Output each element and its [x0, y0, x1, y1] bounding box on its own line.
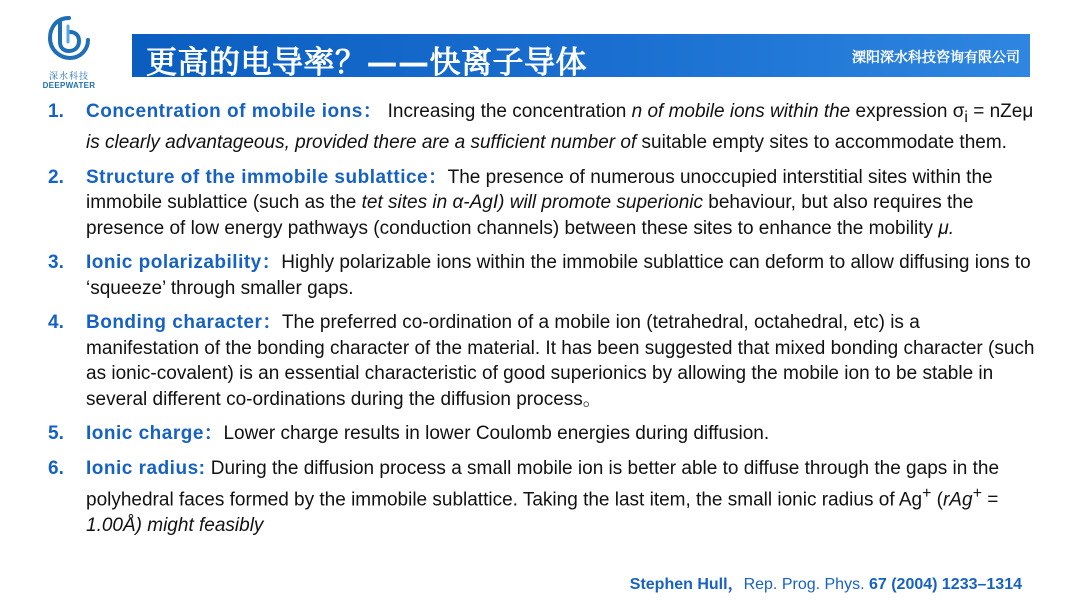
company-logo: [38, 14, 108, 94]
slide-title: 更高的电导率？——快离子导体: [146, 45, 587, 81]
superscript: +: [972, 485, 982, 503]
item-text: expression σ: [850, 101, 965, 122]
citation-reference: 67 (2004) 1233–1314: [868, 576, 1022, 593]
citation-journal: Rep. Prog. Phys.: [743, 576, 869, 593]
item-text: Lower charge results in lower Coulomb energies during diffusion.: [223, 423, 770, 445]
item-text: The preferred co-ordination of a mobile ion (tetrahedral, octahedral, etc) is a manifestation of the bonding character of the material. It has been suggested that mixed bonding character (such as ionic-covalent) is an essential characteristic of good superionics by allowing the mobile ion to be stable in several different co-ordinations during the diffusion process。: [86, 312, 1035, 410]
label-separator: ：: [261, 252, 282, 274]
title-bar: [132, 34, 1030, 81]
label-separator: ：: [203, 423, 224, 445]
item-number: 2.: [48, 166, 64, 188]
item-number: 5.: [48, 423, 64, 445]
list-item: [48, 99, 1038, 156]
item-italic: = 1.00Å) might feasibly: [86, 489, 999, 537]
factor-list: [48, 99, 1038, 548]
citation-separator: ，: [727, 576, 744, 593]
item-label: Concentration of mobile ions: [86, 101, 363, 122]
item-text: Highly polarizable ions within the immobile sublattice can deform to allow diffusing ions to ‘squeeze’ through smaller gaps.: [86, 252, 1031, 299]
list-item: [48, 250, 1038, 301]
citation-author: Stephen Hull: [629, 576, 728, 593]
item-label: Bonding character: [86, 312, 263, 334]
item-label: Ionic radius:: [86, 457, 206, 479]
item-text: behaviour, but also requires the presence of low energy pathways (conduction channels) between these sites to enhance the mobility: [86, 192, 974, 239]
deepwater-logo-icon: [46, 14, 92, 66]
item-label: Ionic polarizability: [86, 252, 262, 274]
logo-english-text: DEEPWATER: [42, 81, 96, 90]
item-text: suitable empty sites to accommodate them.: [636, 132, 1007, 154]
list-item: [48, 310, 1038, 412]
label-separator: ：: [362, 101, 383, 122]
item-number: 3.: [48, 252, 64, 274]
logo-chinese-text: 深水科技: [48, 72, 89, 82]
company-name: 溧阳深水科技咨询有限公司: [852, 50, 1020, 66]
label-separator: ：: [428, 166, 448, 188]
item-italic: μ.: [938, 217, 955, 239]
item-italic: n of mobile ions within the: [631, 101, 851, 122]
item-italic: is clearly advantageous, provided there are a sufficient number of: [86, 132, 637, 154]
item-text: Increasing the concentration: [382, 101, 632, 122]
item-label: Structure of the immobile sublattice: [86, 166, 429, 188]
list-item: [48, 165, 1038, 242]
item-italic: tet sites in α-AgI) will promote superionic: [361, 192, 703, 214]
item-text: During the diffusion process a small mobile ion is better able to diffuse through the gaps in the polyhedral faces formed by the immobile sublattice. Taking the last item, the small ionic radius of Ag: [86, 457, 1000, 511]
item-label: Ionic charge: [86, 423, 204, 445]
list-item: [48, 421, 1038, 447]
subscript: i: [964, 108, 968, 126]
item-number: 4.: [48, 312, 64, 334]
item-text: The presence of numerous unoccupied interstitial sites within the immobile sublattice (such as the: [86, 166, 993, 214]
list-item: [48, 456, 1038, 539]
label-separator: ：: [262, 312, 282, 334]
item-text: = nZeμ: [967, 101, 1034, 122]
item-italic: rAg: [942, 489, 973, 511]
item-number: 6.: [48, 457, 64, 479]
superscript: +: [922, 485, 932, 503]
item-number: 1.: [48, 101, 64, 122]
item-text: (: [931, 489, 943, 511]
citation: [630, 571, 1022, 594]
